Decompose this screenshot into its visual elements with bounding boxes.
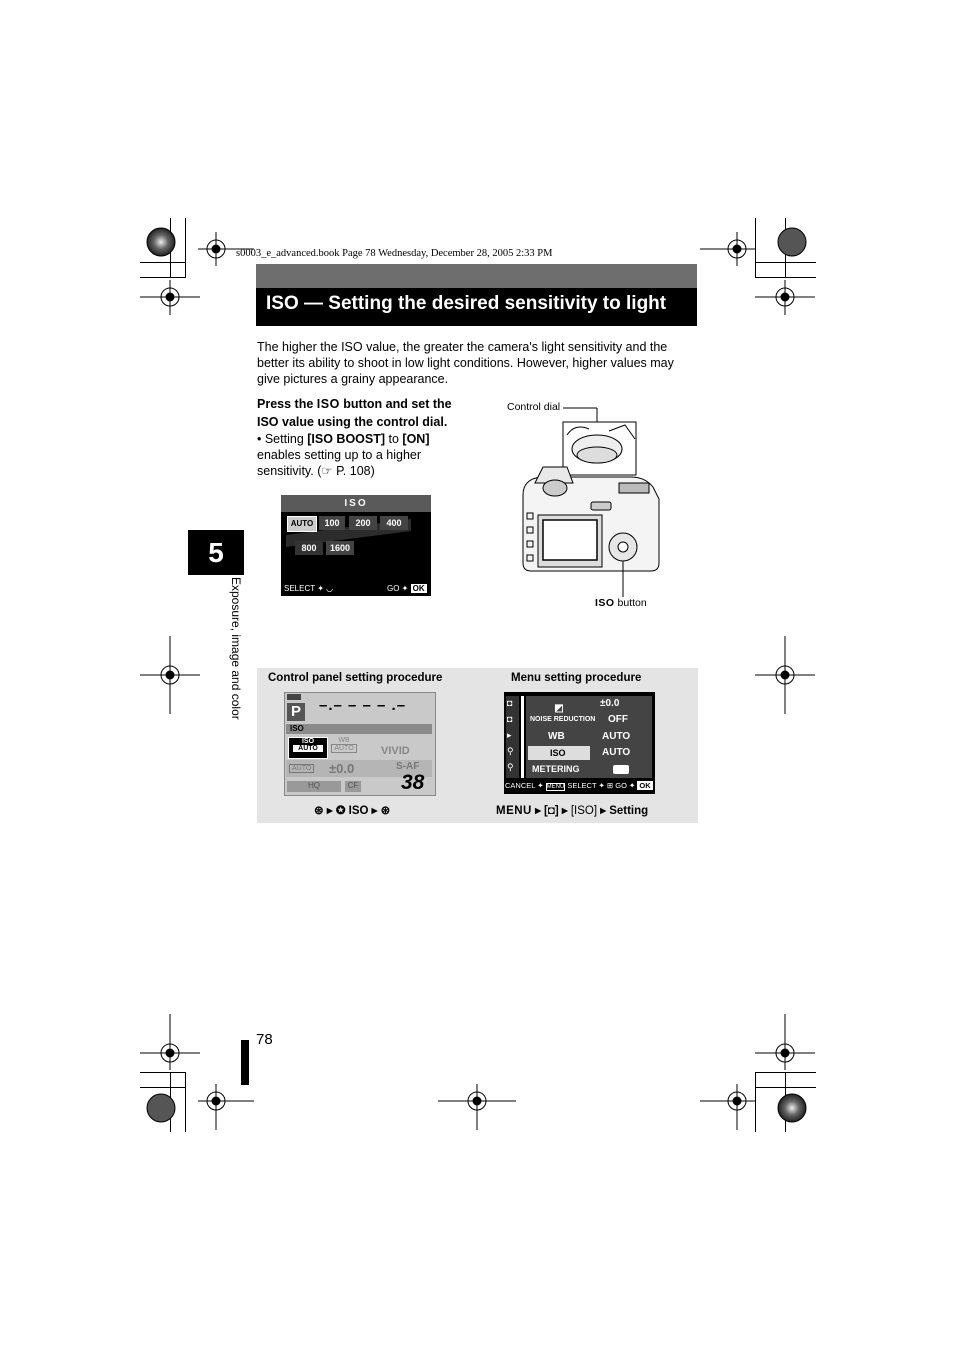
camera-tab-1-icon[interactable]: ◘	[507, 698, 513, 708]
reg-target-left-lower	[140, 1014, 200, 1070]
step-instruction: Press the ISO button and set the ISO value using the control dial.	[257, 397, 452, 429]
reg-target-left-upper	[140, 280, 200, 315]
control-panel-screen	[284, 692, 436, 796]
menu-value-exposure-comp: ±0.0	[600, 698, 620, 709]
menu-row-iso[interactable]: ISO	[550, 748, 566, 758]
iso-option-auto[interactable]: AUTO	[287, 516, 317, 532]
iso-screen-title: ISO	[344, 498, 368, 509]
ok-circle-icon: ⊛	[314, 805, 324, 817]
shooting-mode: P	[287, 703, 305, 721]
reg-target-bottom-center	[438, 1084, 516, 1130]
setup-tab-1-icon[interactable]: ⚲	[507, 746, 514, 756]
menu-sequence: MENU ▸ [◘] ▸ [ISO] ▸ Setting	[496, 805, 649, 817]
menu-value-iso: AUTO	[602, 747, 631, 758]
reg-target-right-upper	[755, 280, 815, 315]
ok-button-glyph: OK	[412, 584, 425, 593]
arrow-pad-icon: ⊞	[606, 781, 614, 790]
menu-row-metering[interactable]: METERING	[532, 764, 580, 774]
dial-icon: ✪	[335, 805, 346, 817]
menu-footer: CANCEL ✦ MENU SELECT ✦ ⊞ GO ✦ OK	[505, 781, 651, 790]
go-hint: GO ✦ OK	[387, 584, 425, 593]
cp-exposure-comp: ±0.0	[329, 761, 355, 776]
iso-option-100[interactable]: 100	[319, 516, 345, 530]
cp-iso-tab: ISO	[290, 724, 304, 733]
camera-tab-2-icon[interactable]: ◘	[507, 714, 513, 724]
page-title: ISO — Setting the desired sensitivity to light	[266, 293, 667, 314]
cp-picture-mode: VIVID	[381, 745, 410, 757]
iso-option-1600[interactable]: 1600	[326, 541, 354, 555]
iso-button-label: ISO button	[595, 597, 647, 609]
rosette-bottom-left	[147, 1094, 175, 1122]
cp-af-mode: S-AF	[396, 761, 420, 772]
dial-icon: ◡	[326, 584, 334, 593]
page-number-bar	[241, 1040, 249, 1085]
cp-quality: HQ	[287, 781, 341, 792]
iso-option-400[interactable]: 400	[380, 516, 408, 530]
menu-row-exposure-comp[interactable]	[528, 698, 590, 712]
camera-back-illustration	[505, 395, 680, 605]
menu-row-noise-reduction[interactable]: NOISE REDUCTION	[530, 716, 596, 723]
iso-selection-screen	[281, 495, 431, 596]
rosette-top-left	[147, 228, 175, 256]
menu-row-wb[interactable]: WB	[548, 731, 565, 742]
exposure-readout: –.– – – – .–	[319, 697, 407, 714]
chapter-label: Exposure, image and color	[229, 577, 243, 720]
cp-flash-mode: AUTO	[289, 764, 314, 773]
setup-tab-2-icon[interactable]: ⚲	[507, 762, 514, 772]
metering-pattern-icon	[613, 765, 629, 774]
reg-target-top-right	[700, 232, 755, 266]
menu-procedure-title: Menu setting procedure	[511, 672, 642, 684]
reg-target-left-mid	[140, 636, 200, 714]
chapter-number-tab: 5	[188, 530, 244, 575]
menu-screen	[504, 692, 655, 794]
reg-target-bottom-right	[700, 1084, 755, 1130]
cp-iso-setting[interactable]: ISO AUTO	[288, 737, 328, 759]
book-header-line: s0003_e_advanced.book Page 78 Wednesday, December 28, 2005 2:33 PM	[236, 248, 553, 259]
cp-sequence: ⊛ ▸ ✪ ISO ▸ ⊛	[314, 805, 391, 817]
cp-remaining-shots: 38	[401, 771, 425, 794]
rosette-bottom-right	[778, 1094, 806, 1122]
select-hint: SELECT ✦ ◡	[284, 584, 334, 593]
reg-target-bottom-left	[198, 1084, 254, 1130]
rosette-top-right	[778, 228, 806, 256]
reg-target-right-lower	[755, 1014, 815, 1070]
iso-option-200[interactable]: 200	[349, 516, 377, 530]
iso-boost-note: • Setting [ISO BOOST] to [ON] enables setting up to a higher sensitivity. (☞ P. 108)	[257, 432, 430, 478]
control-panel-procedure-title: Control panel setting procedure	[268, 672, 443, 684]
playback-tab-icon[interactable]: ▸	[507, 730, 512, 740]
page-number: 78	[256, 1031, 273, 1048]
camera-tab-icon: ◘	[547, 805, 555, 817]
reg-target-right-mid	[755, 636, 815, 714]
iso-option-800[interactable]: 800	[295, 541, 323, 555]
cp-wb-setting: WB AUTO	[331, 737, 357, 757]
menu-value-noise-reduction: OFF	[608, 714, 628, 725]
ok-circle-icon: ⊛	[380, 805, 391, 817]
menu-value-wb: AUTO	[602, 731, 631, 742]
cp-card: CF	[345, 781, 361, 792]
reference-hand-icon: ☞	[321, 464, 333, 478]
intro-paragraph: The higher the ISO value, the greater the camera's light sensitivity and the better its ability to shoot in low light conditions. However, higher values may give pictures a grainy appearance.	[257, 340, 674, 386]
exposure-comp-icon: ◩	[554, 703, 564, 714]
iso-button-glyph: ISO	[316, 397, 340, 411]
control-dial-label: Control dial	[507, 401, 561, 413]
